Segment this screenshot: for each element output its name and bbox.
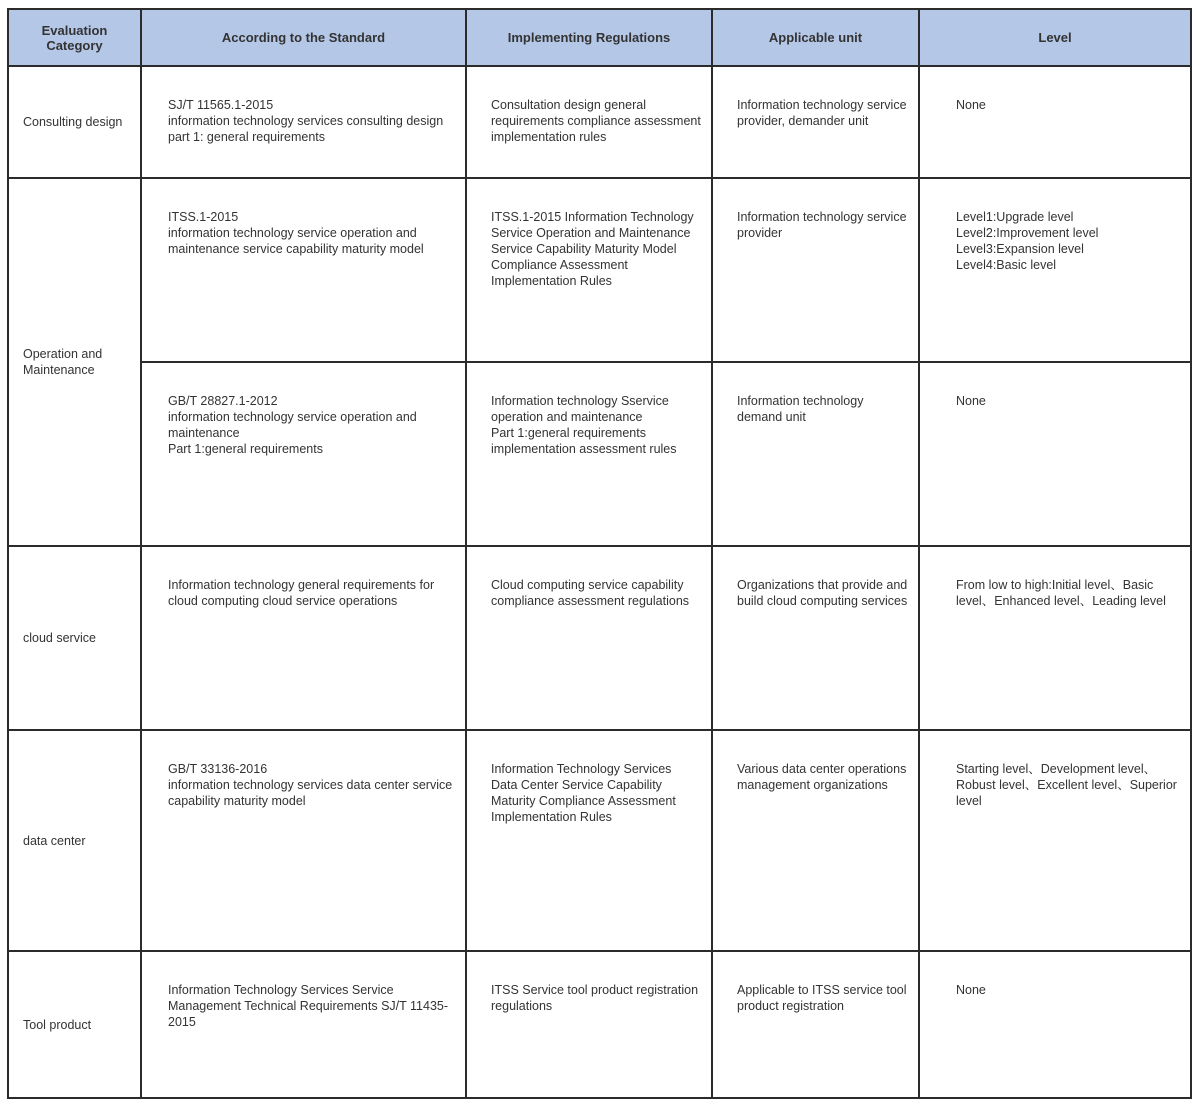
- header-applicable-unit: Applicable unit: [712, 9, 919, 66]
- standard-cell: [141, 178, 466, 362]
- regulations-text: Information technology Sservice operation and maintenance: [491, 394, 669, 424]
- level-item: Level1:Upgrade level: [956, 210, 1074, 224]
- unit-text: Various data center operations management organizations: [737, 762, 907, 792]
- regulations-cell: [466, 951, 712, 1098]
- standard-code: ITSS.1-2015: [168, 210, 239, 224]
- level-cell: [919, 362, 1191, 546]
- regulations-cell: [466, 66, 712, 178]
- level-cell: [919, 178, 1191, 362]
- category-cell: [8, 546, 141, 730]
- level-text: None: [956, 98, 986, 112]
- category-label: Consulting design: [23, 115, 123, 129]
- regulations-text: Consultation design general requirements compliance assessment implementation rules: [491, 98, 701, 144]
- level-cell: [919, 546, 1191, 730]
- standard-cell: [141, 66, 466, 178]
- standard-cell: [141, 362, 466, 546]
- standard-code: GB/T 33136-2016: [168, 762, 268, 776]
- table-row: [8, 66, 1191, 178]
- table-row: [8, 730, 1191, 951]
- level-text: None: [956, 983, 986, 997]
- table-row: [8, 546, 1191, 730]
- category-cell: [8, 730, 141, 951]
- regulations-text: ITSS Service tool product registration regulations: [491, 983, 699, 1013]
- category-cell: [8, 951, 141, 1098]
- regulations-cell: [466, 730, 712, 951]
- unit-text: Organizations that provide and build cloud computing services: [737, 578, 908, 608]
- standard-cell: [141, 730, 466, 951]
- category-cell: [8, 178, 141, 546]
- regulations-cell: [466, 178, 712, 362]
- standard-title: information technology service operation and maintenance: [168, 410, 417, 440]
- standard-code: GB/T 28827.1-2012: [168, 394, 278, 408]
- category-cell: [8, 66, 141, 178]
- standard-code: SJ/T 11565.1-2015: [168, 98, 274, 112]
- level-item: Level3:Expansion level: [956, 242, 1084, 256]
- unit-cell: [712, 546, 919, 730]
- unit-cell: [712, 66, 919, 178]
- table-row: [8, 362, 1191, 546]
- regulations-cell: [466, 362, 712, 546]
- unit-text: Information technology demand unit: [737, 394, 864, 424]
- regulations-cell: [466, 546, 712, 730]
- standard-cell: [141, 546, 466, 730]
- table-row: [8, 178, 1191, 362]
- standard-title: information technology service operation and maintenance service capability maturity model: [168, 226, 424, 256]
- regulations-part: Part 1:general requirements implementation assessment rules: [491, 426, 677, 456]
- unit-text: Applicable to ITSS service tool product registration: [737, 983, 907, 1013]
- level-text: None: [956, 394, 986, 408]
- unit-text: Information technology service provider, demander unit: [737, 98, 907, 128]
- category-label: Operation and Maintenance: [23, 347, 103, 377]
- regulations-text: Information Technology Services Data Center Service Capability Maturity Compliance Assessment Implementation Rules: [491, 762, 676, 824]
- unit-cell: [712, 362, 919, 546]
- level-text: Starting level、Development level、Robust level、Excellent level、Superior level: [956, 762, 1177, 808]
- level-item: Level4:Basic level: [956, 258, 1057, 272]
- level-text: From low to high:Initial level、Basic level、Enhanced level、Leading level: [956, 578, 1166, 608]
- standard-title: information technology services data center service capability maturity model: [168, 778, 453, 808]
- category-label: cloud service: [23, 631, 96, 645]
- level-cell: [919, 730, 1191, 951]
- unit-cell: [712, 951, 919, 1098]
- unit-cell: [712, 178, 919, 362]
- category-label: data center: [23, 833, 86, 848]
- header-implementing-regulations: Implementing Regulations: [466, 9, 712, 66]
- standard-part: Part 1:general requirements: [168, 442, 323, 456]
- level-item: Level2:Improvement level: [956, 226, 1099, 240]
- level-cell: [919, 951, 1191, 1098]
- header-level: Level: [919, 9, 1191, 66]
- standard-title: Information Technology Services Service Management Technical Requirements SJ/T 11435-2015: [168, 983, 449, 1029]
- standard-cell: [141, 951, 466, 1098]
- header-evaluation-category: Evaluation Category: [8, 9, 141, 66]
- level-cell: [919, 66, 1191, 178]
- unit-cell: [712, 730, 919, 951]
- regulations-text: Cloud computing service capability compliance assessment regulations: [491, 578, 690, 608]
- evaluation-table: [7, 8, 1192, 1099]
- table-header-row: [8, 9, 1191, 66]
- category-label: Tool product: [23, 1017, 92, 1032]
- unit-text: Information technology service provider: [737, 210, 907, 240]
- standard-title: Information technology general requirements for cloud computing cloud service operations: [168, 578, 435, 608]
- header-according-to-standard: According to the Standard: [141, 9, 466, 66]
- table-row: [8, 951, 1191, 1098]
- standard-title: information technology services consulting design part 1: general requirements: [168, 114, 444, 144]
- regulations-text: ITSS.1-2015 Information Technology Service Operation and Maintenance Service Capability Maturity Model Compliance Assessment Implementation Rules: [491, 210, 694, 288]
